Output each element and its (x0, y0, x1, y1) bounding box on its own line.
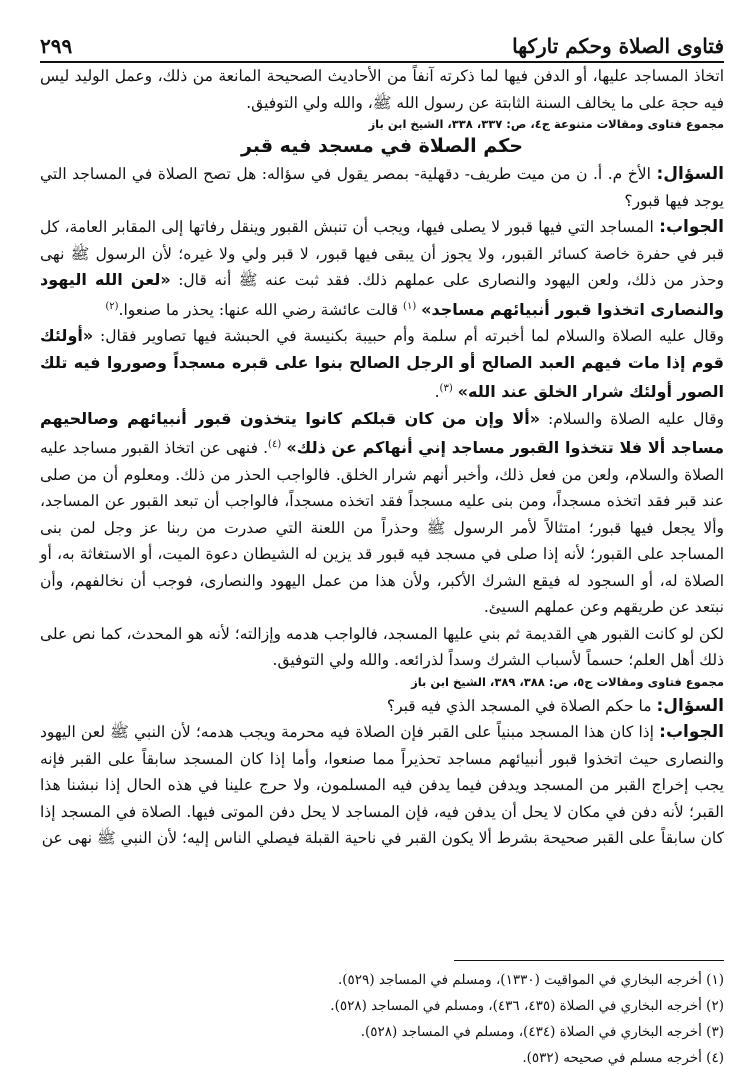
footnote: (٣) أخرجه البخاري في الصلاة (٤٣٤)، ومسلم في المساجد (٥٢٨). (360, 1024, 724, 1040)
answer-text-continued: قالت عائشة رضي الله عنها: يحذر ما صنعوا. (118, 300, 399, 319)
hadith-quote: «ألا وإن من كان قبلكم كانوا يتخذون قبور أنبيائهم وصالحيهم مساجد ألا فلا تتخذوا القبور مساجد إني أنهاكم عن ذلك» (40, 408, 724, 458)
page-header (40, 30, 724, 63)
question-paragraph (40, 161, 724, 214)
footnotes (40, 960, 724, 1071)
source-citation: مجموع فتاوى ومقالات ج٥، ص: ٣٨٨، ٣٨٩، الشيخ ابن باز (411, 674, 724, 689)
running-title: فتاوى الصلاة وحكم تاركها (512, 34, 724, 58)
footnote: (٢) أخرجه البخاري في الصلاة (٤٣٥، ٤٣٦)، ومسلم في المساجد (٥٢٨). (330, 998, 724, 1014)
hadith-quote: «لعن الله اليهود والنصارى اتخذوا قبور أنبيائهم مساجد» (40, 270, 724, 319)
footnote: (١) أخرجه البخاري في المواقيت (١٣٣٠)، ومسلم في المساجد (٥٢٩). (337, 972, 724, 988)
question-text: الأخ م. أ. ن من ميت طريف- دقهلية- بمصر يقول في سؤاله: هل تصح الصلاة في المساجد التي يوجد فيها قبور؟ (40, 165, 724, 210)
hadith-quote: «أولئك قوم إذا مات فيهم العبد الصالح أو الرجل الصالح بنوا على قبره مسجداً وصوروا فيه تلك الصور أولئك شرار الخلق عند الله» (40, 326, 724, 402)
source-citation: مجموع فتاوى ومقالات متنوعة ج٤، ص: ٣٣٧، ٣٣٨، الشيخ ابن باز (368, 117, 724, 131)
footnote: (٤) أخرجه مسلم في صحيحه (٥٣٢). (522, 1050, 724, 1066)
answer-text: إذا كان هذا المسجد مبنياً على القبر فإن الصلاة فيه محرمة ويجب هدمه؛ لأن النبي ﷺ لعن اليهود والنصارى حيث اتخذوا قبور أنبيائهم مساجد تحذيراً مما صنعوا، وأما إذا كان المسجد سابقاً على القبر فإنه يجب إخراج القبر من المسجد ويدفن فيما يدفن فيه المسلمون، ولا حرج علينا في هذه الحال إذا نبشنا هذا القبر؛ لأنه دفن في مكان لا يحل أن يدفن فيه، فإن المساجد لا يحل دفن الموتى فيها. الصلاة في المسجد إذا كان سابقاً على القبر صحيحة بشرط ألا يكون القبر في ناحية القبلة فيصلي الناس إليه؛ لأن النبي ﷺ نهى عن (40, 723, 724, 848)
answer-text: المساجد التي فيها قبور لا يصلى فيها، ويجب أن تنبش القبور وينقل رفاتها إلى المقابر العامة، كل قبر في حفرة خاصة كسائر القبور، ولا يجوز أن يبقى فيها قبور، لا قبر ولي ولا غيره؛ لأن الرسول ﷺ نهى وحذر من ذلك، ولعن اليهود والنصارى على عملهم ذلك. فقد ثبت عنه ﷺ أنه قال: (40, 218, 724, 289)
hadith-paragraph: وقال عليه الصلاة والسلام لما أخبرته أم سلمة وأم حبيبة بكنيسة في الحبشة فيها تصاوير فقال: «أولئك قوم إذا مات فيهم العبد الصالح أو الرجل الصالح بنوا على قبره مسجداً وصوروا فيه تلك الصور أولئك شرار الخلق عند الله» $^{(٣)}$. (40, 326, 724, 402)
section-heading: حكم الصلاة في مسجد فيه قبر (241, 135, 523, 157)
book-page (40, 30, 724, 852)
footnote-ref: (٤) (268, 439, 282, 451)
footnote-divider (454, 960, 724, 961)
footnote-ref: (٢) (105, 300, 119, 312)
answer-paragraph (40, 214, 724, 323)
hadith-paragraph: وقال عليه الصلاة والسلام: «ألا وإن من كان قبلكم كانوا يتخذون قبور أنبيائهم وصالحيهم مساجد ألا فلا تتخذوا القبور مساجد إني أنهاكم عن ذلك» $^{(٤)}$. فنهى عن اتخاذ القبور مساجد عليه الصلاة والسلام، ولعن من فعل ذلك، وأخبر أنهم شرار الخلق. فالواجب الحذر من ذلك. ومعلوم أن من صلى عند قبر فقد اتخذه مسجداً، ومن بنى عليه مسجداً فقد اتخذه مسجداً، فالواجب أن تبعد القبور عن المساجد، وألا يجعل فيها قبور؛ امتثالاً لأمر الرسول ﷺ وحذراً من اللعنة التي صدرت من ربنا عز وجل لمن بنى المساجد على القبور؛ لأنه إذا صلى في مسجد فيه قبور قد يزين له الشيطان دعوة الميت، أو الاستغاثة به، أو الصلاة له، أو السجود له فيقع الشرك الأكبر، ولأن هذا من عمل اليهود والنصارى، فوجب أن نخالفهم، وأن نبتعد عن طريقهم وعن عملهم السيئ. (40, 408, 724, 617)
question-paragraph (40, 693, 724, 720)
answer-paragraph (40, 719, 724, 852)
page-number: ٢٩٩ (40, 34, 73, 58)
question-label: السؤال: (656, 164, 724, 184)
paragraph-intro: وقال عليه الصلاة والسلام: (547, 409, 724, 428)
question-text: ما حكم الصلاة في المسجد الذي فيه قبر؟ (386, 696, 652, 715)
question-label: السؤال: (656, 695, 724, 716)
footnote-ref: (٣) (439, 383, 453, 395)
answer-label: الجواب: (659, 217, 724, 237)
answer-label: الجواب: (659, 722, 724, 743)
footnote-ref: (١) (403, 300, 417, 312)
body-text: فنهى عن اتخاذ القبور مساجد عليه الصلاة والسلام، ولعن من فعل ذلك، وأخبر أنهم شرار الخلق. فالواجب الحذر من ذلك. ومعلوم أن من صلى عند قبر فقد اتخذه مسجداً، ومن بنى عليه مسجداً فقد اتخذه مسجداً، فالواجب أن تبعد القبور عن المساجد، وألا يجعل فيها قبور؛ امتثالاً لأمر الرسول ﷺ وحذراً من اللعنة التي صدرت من ربنا عز وجل لمن بنى المساجد على القبور؛ لأنه إذا صلى في مسجد فيه قبور قد يزين له الشيطان دعوة الميت، أو الاستغاثة به، أو الصلاة له، أو السجود له فيقع الشرك الأكبر، ولأن هذا من عمل اليهود والنصارى، فوجب أن نخالفهم، وأن نبتعد عن طريقهم وعن عملهم السيئ. (40, 439, 724, 617)
body-paragraph: لكن لو كانت القبور هي القديمة ثم بني عليها المسجد، فالواجب هدمه وإزالته؛ لأنه هو المحدث، كما نص على ذلك أهل العلم؛ حسماً لأسباب الشرك وسداً لذرائعه. والله ولي التوفيق. (40, 624, 724, 670)
paragraph-intro: وقال عليه الصلاة والسلام لما أخبرته أم سلمة وأم حبيبة بكنيسة في الحبشة فيها تصاوير فقال: (100, 327, 724, 346)
intro-paragraph: اتخاذ المساجد عليها، أو الدفن فيها لما ذكرته آنفاً من الأحاديث الصحيحة المانعة من ذلك، وعمل الوليد ليس فيه حجة على ما يخالف السنة الثابتة عن رسول الله ﷺ، والله ولي التوفيق. (40, 67, 724, 112)
